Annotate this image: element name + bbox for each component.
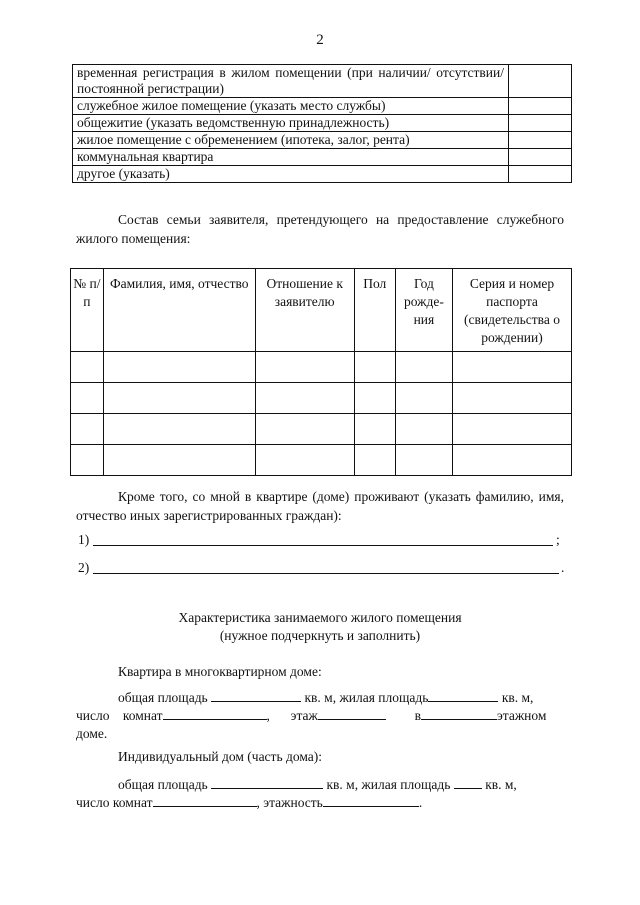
house-rooms-line xyxy=(76,794,422,811)
table-cell[interactable] xyxy=(71,352,104,383)
label: кв. м, xyxy=(501,690,534,705)
resident-line-2-end: . xyxy=(561,560,565,575)
house-storeys-field[interactable] xyxy=(323,794,419,807)
apartment-rooms-line xyxy=(76,707,546,724)
apartment-house-word: доме. xyxy=(76,726,108,741)
table-cell[interactable] xyxy=(354,352,395,383)
table-cell: жилое помещение с обременением (ипотека, залог, рента) xyxy=(73,132,509,149)
rooms-field[interactable] xyxy=(163,707,267,720)
table-row xyxy=(71,445,572,476)
table-cell[interactable] xyxy=(71,383,104,414)
apartment-area-line xyxy=(118,689,533,706)
table-cell[interactable] xyxy=(354,383,395,414)
table-cell[interactable] xyxy=(453,445,572,476)
table-row xyxy=(73,132,572,149)
checkbox-cell[interactable] xyxy=(509,115,572,132)
checkbox-cell[interactable] xyxy=(509,166,572,183)
table-header-row xyxy=(71,269,572,352)
table-cell: временная регистрация в жилом помещении (при наличии/ отсутствии/постоянной регистрации) xyxy=(73,65,509,98)
total-area-field[interactable] xyxy=(211,689,301,702)
family-intro: Состав семьи заявителя, претендующего на предоставление служебного жилого помещения: xyxy=(76,212,564,246)
storeys-field[interactable] xyxy=(421,707,497,720)
col-header-sex: Пол xyxy=(354,269,395,352)
table-cell[interactable] xyxy=(354,445,395,476)
living-area-field[interactable] xyxy=(428,689,498,702)
table-cell[interactable] xyxy=(71,414,104,445)
col-header-number: № п/п xyxy=(71,269,104,352)
checkbox-cell[interactable] xyxy=(509,98,572,115)
table-row xyxy=(71,383,572,414)
table-row xyxy=(73,166,572,183)
table-cell[interactable] xyxy=(453,383,572,414)
table-cell[interactable] xyxy=(453,414,572,445)
table-cell[interactable] xyxy=(71,445,104,476)
house-living-area-field[interactable] xyxy=(454,776,482,789)
table-cell: другое (указать) xyxy=(73,166,509,183)
checkbox-cell[interactable] xyxy=(509,149,572,166)
house-rooms-field[interactable] xyxy=(153,794,257,807)
label: общая площадь xyxy=(118,690,208,705)
checkbox-cell[interactable] xyxy=(509,65,572,98)
col-header-relation: Отношение к заявителю xyxy=(255,269,354,352)
table-cell: коммунальная квартира xyxy=(73,149,509,166)
resident-line-1[interactable] xyxy=(93,545,553,546)
label: этажном xyxy=(496,708,547,723)
table-cell[interactable] xyxy=(255,383,354,414)
family-table xyxy=(70,268,572,476)
label: этаж xyxy=(290,708,318,723)
house-heading: Индивидуальный дом (часть дома): xyxy=(118,749,323,764)
housing-status-table xyxy=(72,64,572,183)
apartment-heading: Квартира в многоквартирном доме: xyxy=(118,664,322,679)
characteristics-title: Характеристика занимаемого жилого помещения xyxy=(178,610,462,625)
table-cell[interactable] xyxy=(103,352,255,383)
label: кв. м, жилая площадь xyxy=(304,690,429,705)
table-cell[interactable] xyxy=(103,445,255,476)
col-header-birth-year: Год рожде-ния xyxy=(395,269,452,352)
label: , этажность xyxy=(256,795,323,810)
table-row xyxy=(71,414,572,445)
table-cell[interactable] xyxy=(395,383,452,414)
table-cell[interactable] xyxy=(395,352,452,383)
table-cell: служебное жилое помещение (указать место службы) xyxy=(73,98,509,115)
table-row xyxy=(73,149,572,166)
label: . xyxy=(418,795,423,810)
table-cell[interactable] xyxy=(395,414,452,445)
table-cell[interactable] xyxy=(255,445,354,476)
resident-line-2[interactable] xyxy=(93,573,559,574)
resident-line-1-end: ; xyxy=(556,532,560,547)
table-row xyxy=(71,352,572,383)
residents-text: Кроме того, со мной в квартире (доме) проживают (указать фамилию, имя, отчество иных зарегистрированных граждан): xyxy=(76,489,564,523)
house-total-area-field[interactable] xyxy=(211,776,323,789)
label: число комнат xyxy=(76,795,153,810)
label: общая площадь xyxy=(118,777,208,792)
col-header-passport: Серия и номер паспорта (свидетельства о рождении) xyxy=(453,269,572,352)
label: в xyxy=(414,708,421,723)
col-header-name: Фамилия, имя, отчество xyxy=(103,269,255,352)
table-cell[interactable] xyxy=(103,414,255,445)
label: число комнат xyxy=(76,708,163,723)
table-cell[interactable] xyxy=(255,352,354,383)
resident-line-2-label: 2) xyxy=(78,560,90,575)
table-cell: общежитие (указать ведомственную принадлежность) xyxy=(73,115,509,132)
floor-field[interactable] xyxy=(318,707,386,720)
table-cell[interactable] xyxy=(103,383,255,414)
table-row xyxy=(73,115,572,132)
page-number: 2 xyxy=(316,32,324,48)
table-cell[interactable] xyxy=(453,352,572,383)
table-cell[interactable] xyxy=(354,414,395,445)
table-cell[interactable] xyxy=(395,445,452,476)
checkbox-cell[interactable] xyxy=(509,132,572,149)
label: кв. м, жилая площадь xyxy=(326,777,451,792)
table-row xyxy=(73,65,572,98)
table-cell[interactable] xyxy=(255,414,354,445)
label: кв. м, xyxy=(485,777,517,792)
house-area-line xyxy=(118,776,517,793)
resident-line-1-label: 1) xyxy=(78,532,90,547)
label: , xyxy=(266,708,270,723)
table-row xyxy=(73,98,572,115)
characteristics-subtitle: (нужное подчеркнуть и заполнить) xyxy=(219,628,421,643)
